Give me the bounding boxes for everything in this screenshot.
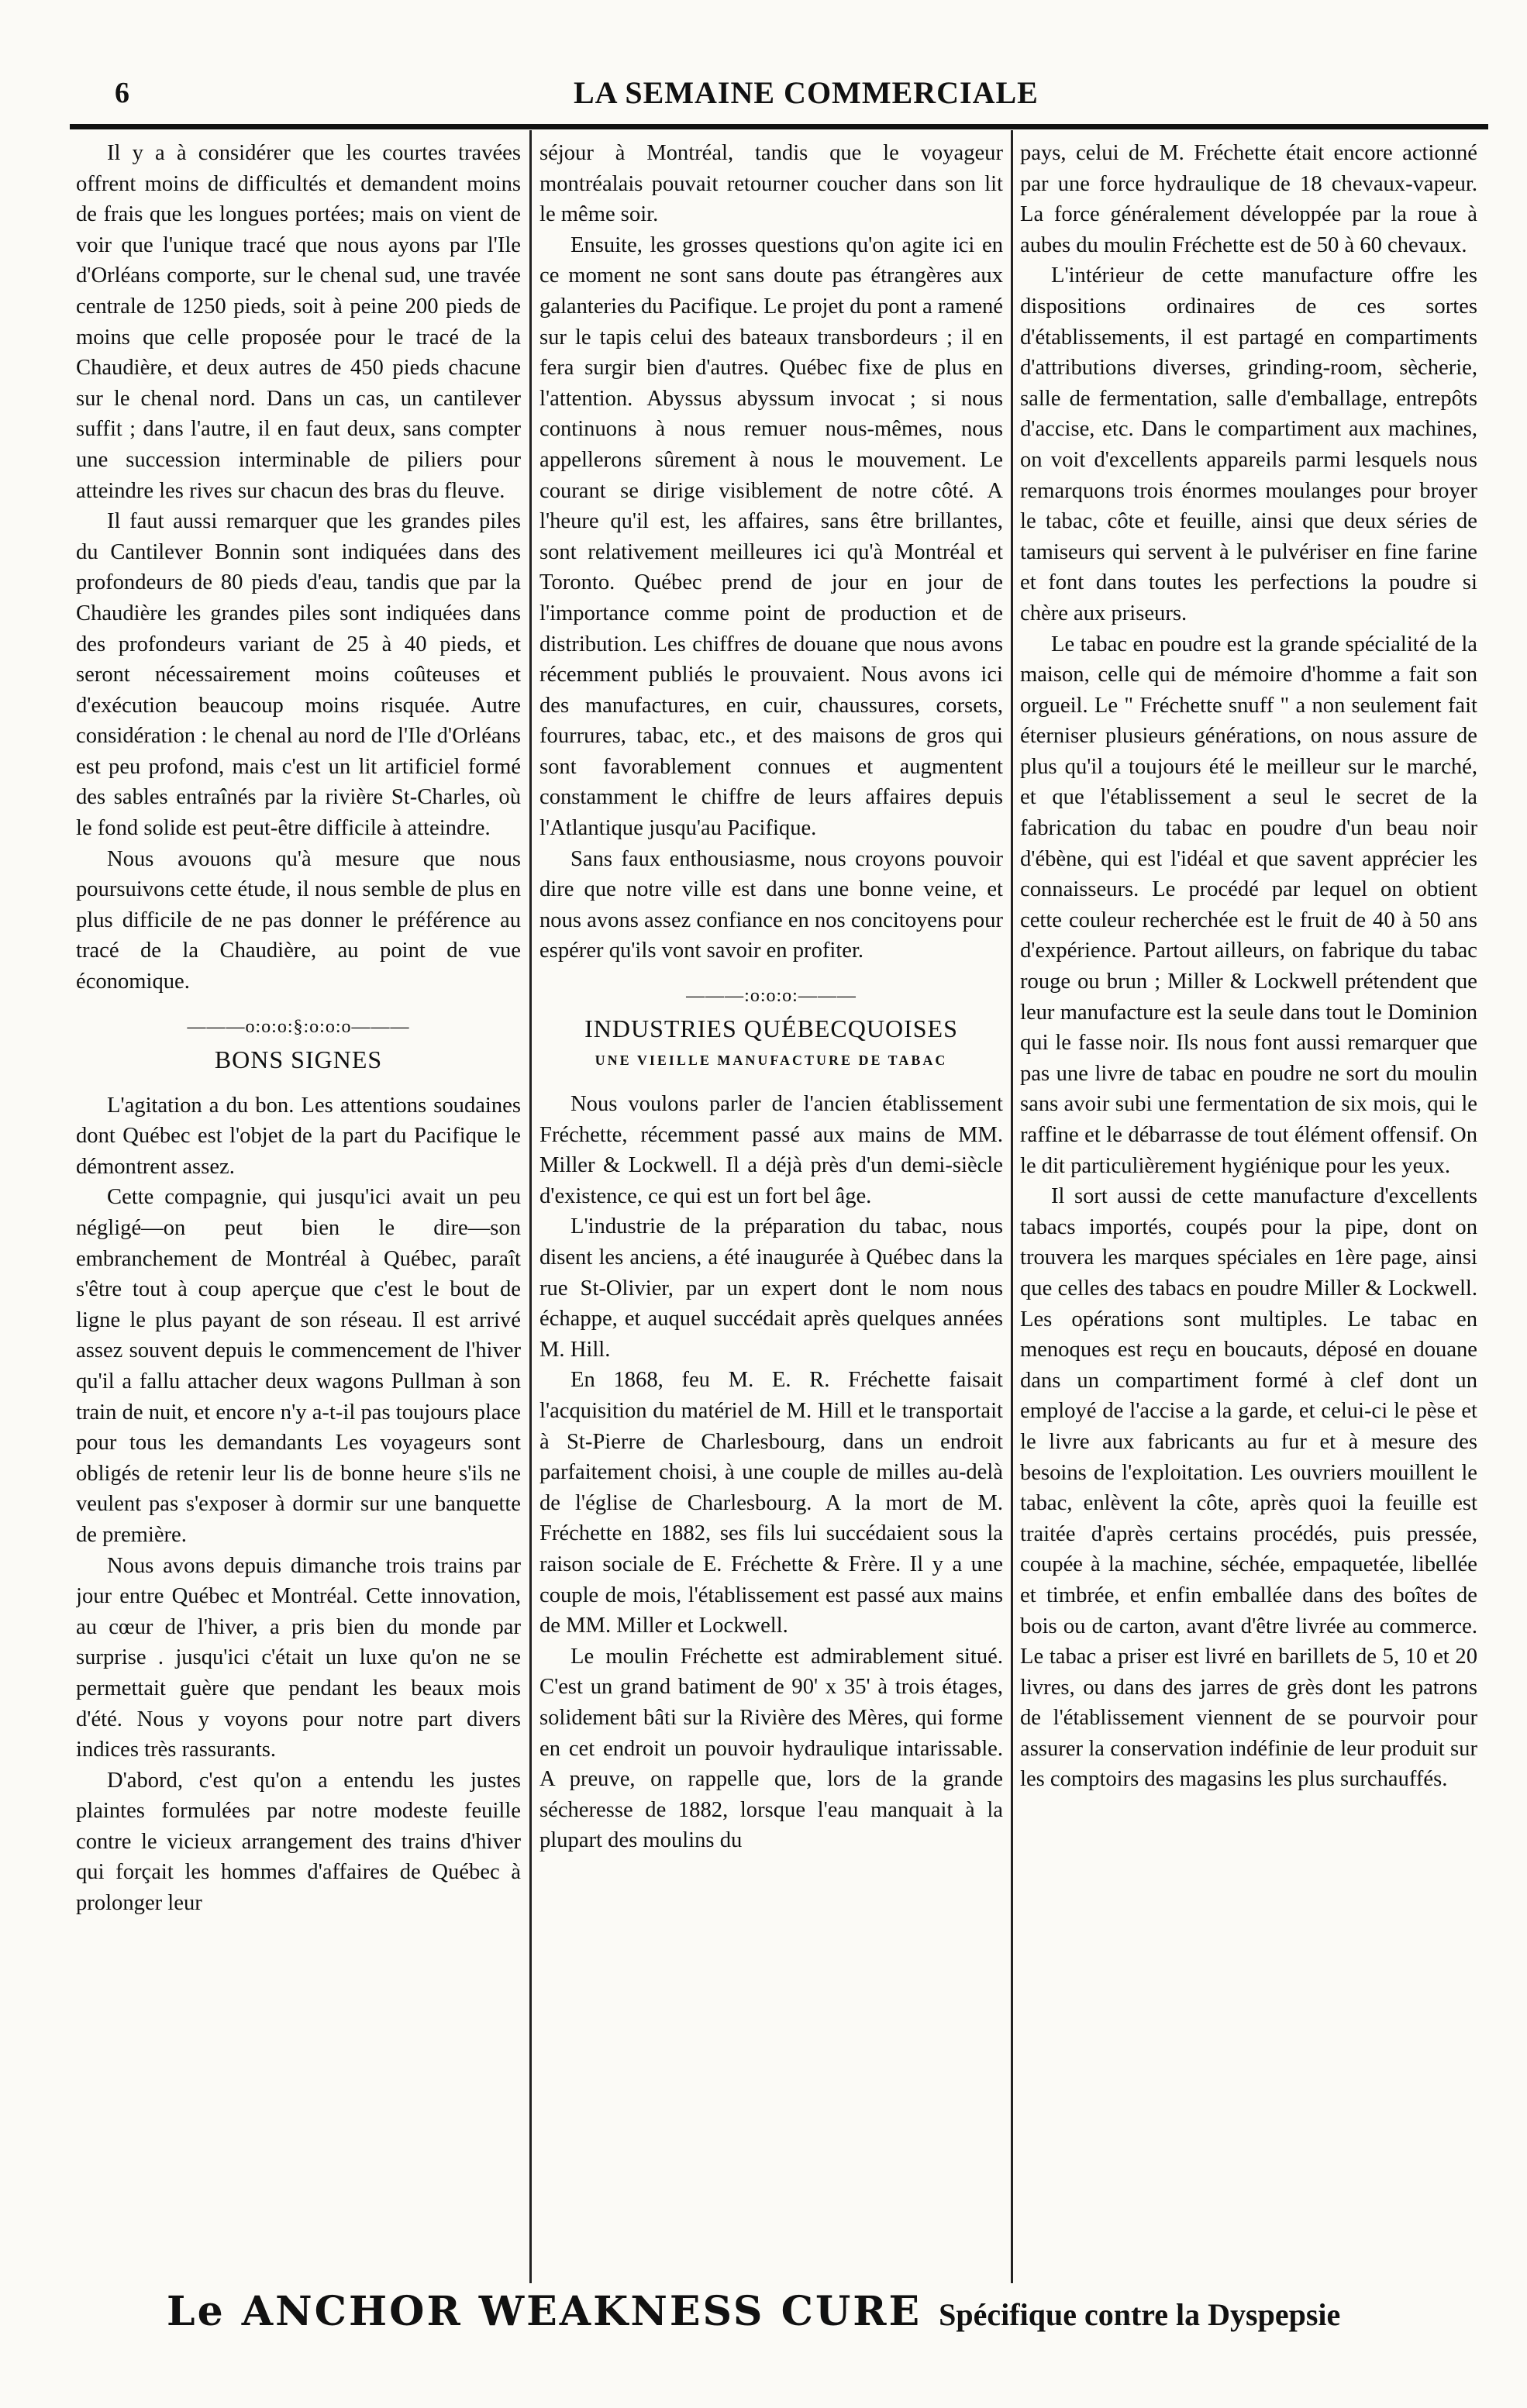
section-title-bons-signes: BONS SIGNES xyxy=(214,1045,383,1073)
section-subtitle: UNE VIEILLE MANUFACTURE DE TABAC xyxy=(595,1052,948,1069)
header-rule xyxy=(70,124,1488,129)
section-title-industries: INDUSTRIES QUÉBECQUOISES xyxy=(584,1015,958,1043)
ad-tagline: Spécifique contre la Dyspepsie xyxy=(939,2297,1341,2332)
column-3 xyxy=(1020,138,1477,2285)
article-paragraph: Le tabac en poudre est la grande spécialité de la maison, celle qui de mémoire d'homme a fait son orgueil. Le " Fréchette snuff " a non seulement fait éterniser plusieurs générations, on nous assure de plus qu'il a toujours été le meilleur sur le marché, et que l'établissement a seul le secret de la fabrication du tabac en poudre d'un beau noir d'ébène, qui est l'idéal et que savent apprécier les connaisseurs. Le procédé par lequel on obtient cette couleur recherchée est le fruit de 40 à 50 ans d'expérience. Partout ailleurs, on fabrique du tabac rouge ou brun ; Miller & Lockwell prétendent que leur manufacture est la seule dans tout le Dominion qui le fasse noir. Ils nous font aussi remarquer que pas une livre de tabac en poudre ne sort du moulin sans avoir subi une fermentation de six mois, qui le raffine et le débarrasse de tout élément offensif. On le dit particulièrement hygiénique pour les yeux. xyxy=(1020,632,1477,1178)
article-paragraph: Nous avouons qu'à mesure que nous poursuivons cette étude, il nous semble de plus en plus difficile de ne pas donner le préférence au tracé de la Chaudière, au point de vue économique. xyxy=(76,846,521,994)
article-paragraph: Sans faux enthousiasme, nous croyons pouvoir dire que notre ville est dans une bonne veine, et nous avons assez confiance en nos concitoyens pour espérer qu'ils vont savoir en profiter. xyxy=(539,846,1003,963)
article-paragraph: D'abord, c'est qu'on a entendu les justes plaintes formulées par notre modeste feuille contre le vicieux arrangement des trains d'hiver qui forçait les hommes d'affaires de Québec à prolonger leur xyxy=(76,1768,521,1916)
article-paragraph: Nous avons depuis dimanche trois trains par jour entre Québec et Montréal. Cette innovation, au cœur de l'hiver, a pris bien du monde par surprise . jusqu'ici c'était un luxe qu'on ne se permettait guère que pendant les beaux mois d'été. Nous y voyons pour notre part divers indices très rassurants. xyxy=(76,1553,521,1762)
column-1 xyxy=(76,138,521,2285)
article-paragraph: Nous voulons parler de l'ancien établissement Fréchette, récemment passé aux mains de MM. Miller & Lockwell. Il a déjà près d'un demi-siècle d'existence, ce qui est un fort bel âge. xyxy=(539,1092,1003,1208)
footer-advertisement xyxy=(167,2288,1376,2337)
newspaper-title: LA SEMAINE COMMERCIALE xyxy=(574,75,1039,110)
article-paragraph: En 1868, feu M. E. R. Fréchette faisait l'acquisition du matériel de M. Hill et le transportait à St-Pierre de Charlesbourg, dans un endroit parfaitement choisi, à une couple de milles au-delà de l'église de Charlesbourg. A la mort de M. Fréchette en 1882, ses fils lui succédaient sous la raison sociale de E. Fréchette & Frère. Il y a une couple de mois, l'établissement est passé aux mains de MM. Miller et Lockwell. xyxy=(539,1368,1003,1638)
article-paragraph: Il faut aussi remarquer que les grandes piles du Cantilever Bonnin sont indiquées dans des profondeurs de 80 pieds d'eau, tandis que par la Chaudière les grandes piles sont indiquées dans des profondeurs variant de 25 à 40 pieds, et seront nécessairement moins coûteuses et d'exécution beaucoup moins risquée. Autre considération : le chenal au nord de l'Ile d'Orléans est peu profond, mais c'est un lit artificiel formé des sables entraînés par la rivière St-Charles, où le fond solide est peut-être difficile à atteindre. xyxy=(76,509,521,841)
page-number: 6 xyxy=(115,77,129,109)
column-divider-2 xyxy=(1011,130,1013,2283)
column-divider-1 xyxy=(529,130,532,2283)
article-paragraph: Ensuite, les grosses questions qu'on agite ici en ce moment ne sont sans doute pas étrangères aux galanteries du Pacifique. Le projet du pont a ramené sur le tapis celui des bateaux transbordeurs ; il en fera surgir bien d'autres. Québec fixe de plus en l'attention. Abyssus abyssum invocat ; si nous continuons à nous remuer nous-mêmes, nous appellerons sûrement à nous le mouvement. Le courant se dirige visiblement de notre côté. A l'heure qu'il est, les affaires, sans être brillantes, sont relativement meilleures ici qu'à Montréal et Toronto. Québec prend de jour en jour de l'importance comme point de production et de distribution. Les chiffres de douane que nous avons récemment publiés le prouvaient. Nous avons ici des manufactures, en cuir, chaussures, corsets, fourrures, tabac, etc., et des maisons de gros qui sont favorablement connues et augmentent constamment le chiffre de leurs affaires depuis l'Atlantique jusqu'au Pacifique. xyxy=(539,233,1003,841)
article-paragraph: pays, celui de M. Fréchette était encore actionné par une force hydraulique de 18 chevaux-vapeur. La force généralement développée par la roue à aubes du moulin Fréchette est de 50 à 60 chevaux. xyxy=(1020,141,1477,257)
article-paragraph: Il y a à considérer que les courtes travées offrent moins de difficultés et demandent moins de frais que les longues portées; mais on vient de voir que l'unique tracé que nous ayons par l'Ile d'Orléans comporte, sur le chenal sud, une travée centrale de 1250 pieds, soit à peine 200 pieds de moins que celle proposée pour le tracé de la Chaudière, et deux autres de 450 pieds chacune sur le chenal nord. Dans un cas, un cantilever suffit ; dans l'autre, il en faut deux, sans compter une succession interminable de piliers pour atteindre les rives sur chacun des bras du fleuve. xyxy=(76,141,521,503)
article-paragraph: L'agitation a du bon. Les attentions soudaines dont Québec est l'objet de la part du Pacifique le démontrent assez. xyxy=(76,1093,521,1179)
section-separator: ———o:o:o:§:o:o:o——— xyxy=(187,1016,410,1037)
article-paragraph: séjour à Montréal, tandis que le voyageur montréalais pouvait retourner coucher dans son lit le même soir. xyxy=(539,141,1003,227)
section-separator: ———:o:o:o:——— xyxy=(686,986,857,1007)
article-paragraph: Il sort aussi de cette manufacture d'excellents tabacs importés, coupés pour la pipe, dont on trouvera les marques spéciales en 1ère page, ainsi que celles des tabacs en poudre Miller & Lockwell. Les opérations sont multiples. Le tabac en menoques est reçu en boucauts, déposé en douane dans un compartiment formé à clef dont un employé de l'accise a la garde, et celui-ci le pèse et le livre aux fabricants au fur et à mesure des besoins de l'exploitation. Les ouvriers mouillent le tabac, enlèvent la côte, après quoi la feuille est traitée d'après certains procédés, puis pressée, coupée à la machine, séchée, empaquetée, libellée et timbrée, et enfin emballée dans des boîtes de bois ou de carton, avant d'être livrée au commerce. Le tabac a priser est livré en barillets de 5, 10 et 20 livres, ou dans des jarres de grès dont les patrons de l'établissement viennent de se pourvoir pour assurer la conservation indéfinie de leur produit sur les comptoirs des magasins les plus surchauffés. xyxy=(1020,1184,1477,1792)
article-paragraph: Cette compagnie, qui jusqu'ici avait un peu négligé—on peut bien le dire—son embranchement de Montréal à Québec, paraît s'être tout à coup aperçue que c'est le bout de ligne le plus payant de son réseau. Il est arrivé assez souvent depuis le commencement de l'hiver qu'il a fallu attacher deux wagons Pullman à son train de nuit, et encore n'y a-t-il pas toujours place pour tous les demandants Les voyageurs sont obligés de retenir leur lis de bonne heure s'ils ne veulent pas s'exposer à dormir sur une banquette de première. xyxy=(76,1185,521,1547)
article-paragraph: L'intérieur de cette manufacture offre les dispositions ordinaires de ces sortes d'établissements, il est partagé en compartiments d'attributions diverses, grinding-room, sècherie, salle de fermentation, salle d'emballage, entrepôts d'accise, etc. Dans le compartiment aux machines, on voit d'excellents appareils parmi lesquels nous remarquons trois énormes moulanges pour broyer le tabac, côte et feuille, ainsi que deux séries de tamiseurs qui servent à le pulvériser en fine farine et font dans toutes les perfections la poudre si chère aux priseurs. xyxy=(1020,264,1477,625)
column-2 xyxy=(539,138,1003,2285)
article-paragraph: Le moulin Fréchette est admirablement situé. C'est un grand batiment de 90' x 35' à trois étages, solidement bâti sur la Rivière des Mères, qui forme en cet endroit un pouvoir hydraulique intarissable. A preuve, on rappelle que, lors de la grande sécheresse de 1882, lorsque l'eau manquait à la plupart des moulins du xyxy=(539,1644,1003,1853)
article-paragraph: L'industrie de la préparation du tabac, nous disent les anciens, a été inaugurée à Québec dans la rue St-Olivier, par un expert dont le nom nous échappe, et auquel succédait après quelques années M. Hill. xyxy=(539,1214,1003,1362)
ad-brand: Le ANCHOR WEAKNESS CURE xyxy=(167,2288,922,2335)
